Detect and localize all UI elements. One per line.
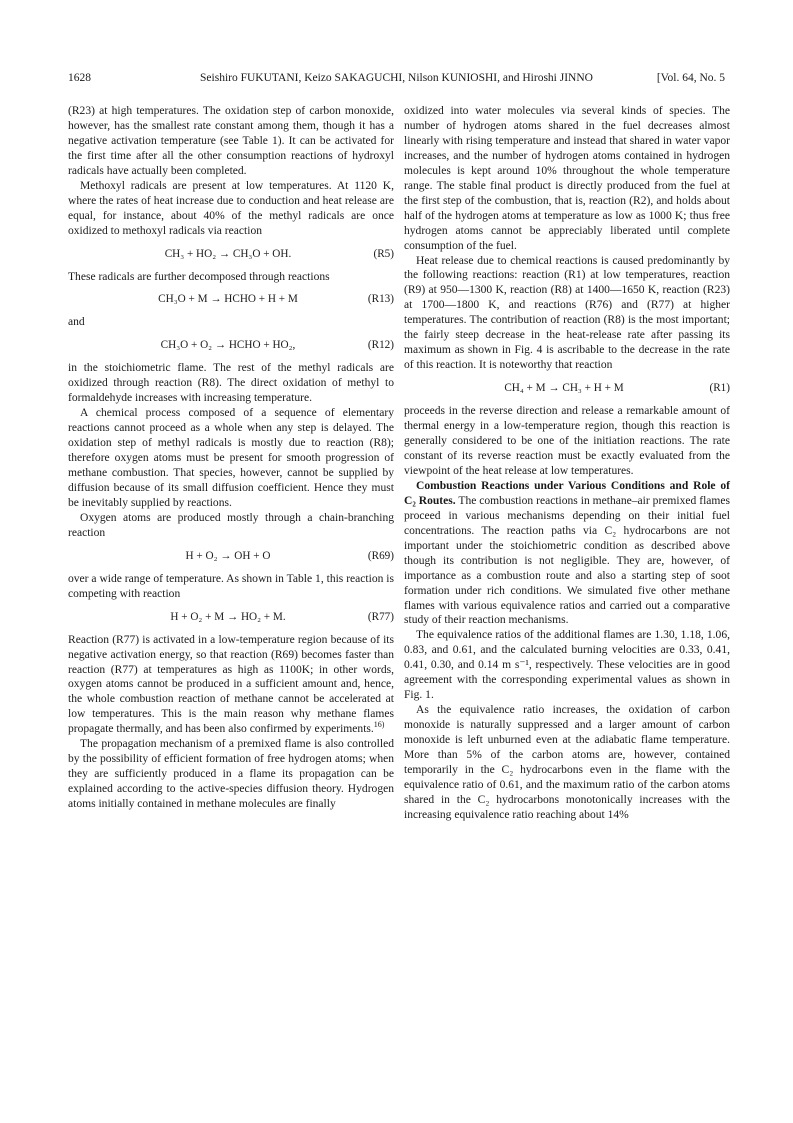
right-column (404, 104, 730, 823)
equation-tag: (R5) (373, 247, 394, 260)
paragraph: As the equivalence ratio increases, the oxidation of carbon monoxide is naturally suppressed and a larger amount of carbon monoxide is left unburned even at the adiabatic flame temperature. More than 5% of the carbon atoms are, however, contained temporarily in the C₂ hydrocarbons even in the flame with the equivalence ratio of 0.61, and the maximum ratio of the carbon atoms shared in the C₂ hydrocarbons monotonically increases with the increasing equivalence ratio reaching about 14% (404, 704, 730, 821)
equation-expression: CH₃ + HO₂ → CH₃O + OH. (164, 247, 292, 260)
paragraph: proceeds in the reverse direction and release a remarkable amount of thermal energy in a low-temperature region, though this reaction is generally considered to be one of the initiation reactions. The rate constant of its reverse reaction must be exactly evaluated from the viewpoint of the heat release at low temperatures. (404, 405, 730, 477)
equation-r77 (68, 610, 394, 625)
paragraph: The equivalence ratios of the additional flames are 1.30, 1.18, 1.06, 0.83, and 0.61, and the calculated burning velocities are 0.33, 0.41, 0.41, 0.30, and 0.14 m s⁻¹, respectively. These velocities are in good agreement with the corresponding experimental values as shown in Fig. 1. (404, 629, 730, 702)
paragraph-text: Reaction (R77) is activated in a low-temperature region because of its negative activation energy, so that reaction (R69) becomes faster than reaction (R77) at temperatures as high as 1100K; in other words, oxygen atoms cannot be produced in a sufficient amount and, hence, the whole combustion reaction of methane cannot be accelerated at low temperatures. This is the main reason why methane flames propagate thermally, and has been also confirmed by experiments. (68, 633, 394, 736)
paragraph: oxidized into water molecules via several kinds of species. The number of hydrogen atoms shared in the fuel decreases almost linearly with rising temperature and instead that shared in water vapor increases, and the number of hydrogen atoms contained in hydrogen molecules is kept around 10% throughout the whole temperature range. The stable final product is directly produced from the fuel at the first step of the combustion, that is, reaction (R2), and holds about half of the hydrogen atoms at temperature as low as 1000 K; thus free hydrogen atoms cannot be appreciably liberated until complete consumption of the fuel. (404, 105, 730, 252)
paragraph: Heat release due to chemical reactions is caused predominantly by the following reactions: reaction (R1) at low temperatures, reaction (R9) at 950—1300 K, reaction (R8) at 1400—1650 K, reaction (R23) at 1700—1800 K, and reactions (R76) and (R77) at higher temperatures. The contribution of reaction (R8) is the most important; the fairly steep decrease in the heat-release rate after passing its maximum as shown in Fig. 4 is ascribable to the decrease in the rate of this reaction. It is noteworthy that reaction (404, 254, 730, 372)
left-column (68, 104, 394, 812)
paragraph: over a wide range of temperature. As shown in Table 1, this reaction is competing with reaction (68, 572, 394, 600)
volume-info: [Vol. 64, No. 5 (656, 72, 725, 84)
paragraph: The propagation mechanism of a premixed flame is also controlled by the possibility of efficient formation of free hydrogen atoms; when they are sufficiently produced in a flame its propagation can be explained according to the active-species diffusion theory. Hydrogen atoms initially contained in methane molecules are finally (68, 738, 394, 811)
paragraph (68, 633, 394, 738)
equation-r1 (404, 381, 730, 396)
paragraph: A chemical process composed of a sequence of elementary reactions cannot proceed as a whole when any step is delayed. The oxidation step of methyl radicals is mostly due to reaction (R8); therefore oxygen atoms must be present for smooth progression of methane combustion. That species, however, cannot be supplied by diffusion because of its small diffusion coefficient. Hence they must be inevitably supplied by reactions. (68, 407, 394, 509)
equation-expression: CH₃O + M → HCHO + H + M (158, 293, 298, 306)
equation-tag: (R69) (367, 549, 394, 562)
running-authors: Seishiro FUKUTANI, Keizo SAKAGUCHI, Nilson KUNIOSHI, and Hiroshi JINNO (200, 72, 593, 84)
equation-expression: H + O₂ + M → HO₂ + M. (170, 610, 286, 623)
running-header (68, 72, 725, 92)
section-heading: Combustion Reactions under Various Conditions and Role of C₂ Routes. (404, 479, 730, 507)
reference-marker: 16) (373, 720, 385, 730)
paragraph-text: The combustion reactions in methane–air premixed flames proceed in various mechanisms depending on their initial fuel concentrations. The reaction paths via C₂ hydrocarbons are not important under the stoichiometric condition as described above though its contribution is not negligible. They are, however, of importance as a combustion route and also a starting step of soot formation under rich conditions. We simulated five other methane flames with various equivalence ratios and carried out a comparative study of their reaction mechanisms. (404, 494, 731, 627)
paragraph: in the stoichiometric flame. The rest of the methyl radicals are oxidized through reaction (R8). The direct oxidation of methyl to formaldehyde increases with increasing temperature. (68, 362, 394, 405)
equation-tag: (R1) (709, 382, 730, 395)
paragraph: Methoxyl radicals are present at low temperatures. At 1120 K, where the rates of heat increase due to conduction and heat release are equal, for instance, about 40% of the methyl radicals are once oxidized to methoxyl radicals via reaction (68, 179, 394, 237)
equation-tag: (R13) (367, 293, 394, 306)
paragraph: These radicals are further decomposed through reactions (68, 270, 330, 283)
equation-r69 (68, 549, 394, 564)
equation-r13 (68, 292, 394, 307)
equation-tag: (R77) (367, 610, 394, 623)
equation-r5 (68, 247, 394, 262)
page-number: 1628 (68, 72, 91, 84)
paragraph: Oxygen atoms are produced mostly through a chain-branching reaction (68, 511, 394, 539)
equation-r12 (68, 338, 394, 353)
equation-tag: (R12) (367, 339, 394, 352)
equation-expression: CH₃O + O₂ → HCHO + HO₂, (160, 339, 296, 352)
equation-expression: H + O₂ → OH + O (185, 549, 271, 562)
paragraph (404, 479, 730, 629)
equation-expression: CH₄ + M → CH₃ + H + M (504, 382, 624, 395)
paragraph: (R23) at high temperatures. The oxidation step of carbon monoxide, however, has the smallest rate constant among them, though it has a negative activation temperature (see Table 1). It can be activated for the first time after all the other consumption reactions of hydroxyl radicals have actually been completed. (68, 105, 394, 177)
connector-text: and (68, 316, 85, 329)
